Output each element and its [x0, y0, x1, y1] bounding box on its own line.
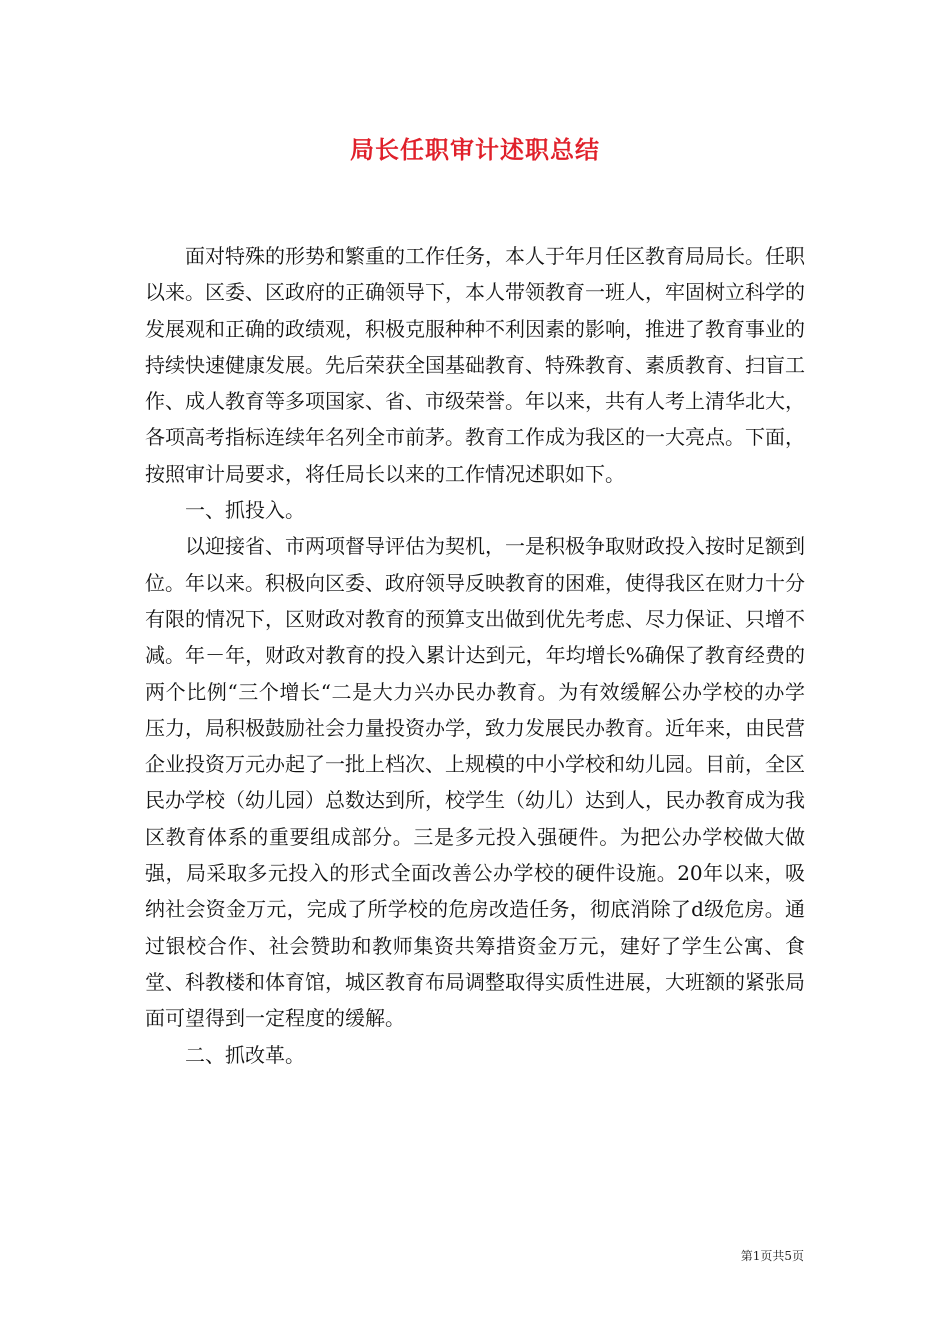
section-heading-2: 二、抓改革。	[185, 1042, 305, 1067]
paragraph-investment: 以迎接省、市两项督导评估为契机，一是积极争取财政投入按时足额到位。年以来。积极向区委、政府领导反映教育的困难，使得我区在财力十分有限的情况下，区财政对教育的预算支出做到优先考虑、尽力保证、只增不减。年－年，财政对教育的投入累计达到元，年均增长%确保了教育经费的两个比例“三个增长“二是大力兴办民办教育。为有效缓解公办学校的办学压力，局积极鼓励社会力量投资办学，致力发展民办教育。近年来，由民营企业投资万元办起了一批上档次、上规模的中小学校和幼儿园。目前，全区民办学校（幼儿园）总数达到所，校学生（幼儿）达到人，民办教育成为我区教育体系的重要组成部分。三是多元投入强硬件。为把公办学校做大做强，局采取多元投入的形式全面改善公办学校的硬件设施。20年以来，吸纳社会资金万元，完成了所学校的危房改造任务，彻底消除了d级危房。通过银校合作、社会赞助和教师集资共筹措资金万元，建好了学生公寓、食堂、科教楼和体育馆，城区教育布局调整取得实质性进展，大班额的紧张局面可望得到一定程度的缓解。	[145, 534, 805, 1031]
document-title: 局长任职审计述职总结	[350, 135, 600, 164]
section-heading-1: 一、抓投入。	[185, 498, 305, 523]
page-number-footer: 第1页共5页	[740, 1249, 804, 1263]
document-body	[145, 238, 805, 1073]
paragraph-intro: 面对特殊的形势和繁重的工作任务，本人于年月任区教育局局长。任职以来。区委、区政府的正确领导下，本人带领教育一班人，牢固树立科学的发展观和正确的政绩观，积极克服种种不利因素的影响，推进了教育事业的持续快速健康发展。先后荣获全国基础教育、特殊教育、素质教育、扫盲工作、成人教育等多项国家、省、市级荣誉。年以来，共有人考上清华北大，各项高考指标连续年名列全市前茅。教育工作成为我区的一大亮点。下面，按照审计局要求，将任局长以来的工作情况述职如下。	[145, 244, 805, 486]
